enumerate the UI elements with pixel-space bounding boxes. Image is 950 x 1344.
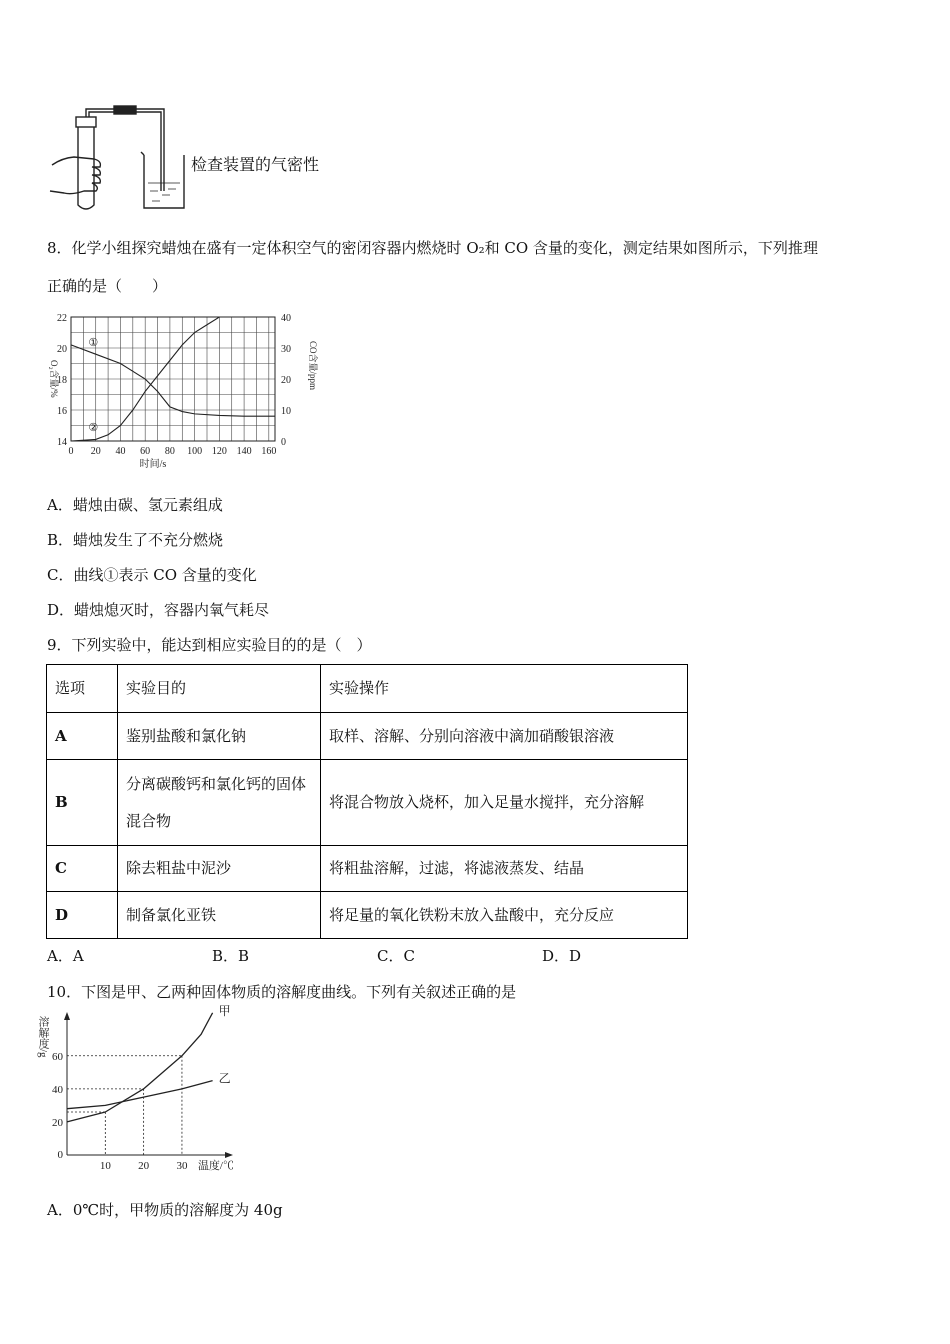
apparatus-drawing bbox=[44, 103, 194, 215]
y-right-tick-label: 40 bbox=[281, 313, 291, 324]
row-goal: 鉴别盐酸和氯化钠 bbox=[118, 713, 321, 760]
header-option: 选项 bbox=[47, 665, 118, 713]
y-tick-label: 60 bbox=[52, 1050, 63, 1063]
q9-table bbox=[46, 664, 688, 939]
row-operation: 将混合物放入烧杯，加入足量水搅拌，充分溶解 bbox=[321, 760, 688, 846]
y-left-axis-label: O₂含量/% bbox=[49, 360, 59, 398]
header-operation: 实验操作 bbox=[321, 665, 688, 713]
y-left-tick-label: 20 bbox=[57, 344, 67, 355]
q8-stem-line1: 8．化学小组探究蜡烛在盛有一定体积空气的密闭容器内燃烧时 O₂和 CO 含量的变化，测定结果如图所示，下列推理 bbox=[47, 239, 818, 257]
q8-stem-line2: 正确的是（ ） bbox=[47, 277, 168, 295]
y-right-tick-label: 30 bbox=[281, 344, 291, 355]
row-goal: 分离碳酸钙和氯化钙的固体混合物 bbox=[118, 760, 321, 846]
x-tick-label: 60 bbox=[140, 446, 151, 457]
q8-chart-svg bbox=[38, 305, 338, 480]
series-label-1: ① bbox=[88, 336, 99, 349]
row-operation: 将足量的氧化铁粉末放入盐酸中，充分反应 bbox=[321, 892, 688, 939]
x-tick-label: 40 bbox=[115, 446, 126, 457]
q10-chart-svg bbox=[37, 1003, 240, 1173]
q9-stem: 9．下列实验中，能达到相应实验目的的是（ ） bbox=[47, 636, 372, 654]
x-tick-label: 120 bbox=[211, 446, 227, 457]
series-line-1 bbox=[71, 345, 275, 416]
y-right-axis-label: CO含量/ppm bbox=[308, 341, 318, 391]
q10-stem: 10．下图是甲、乙两种固体物质的溶解度曲线。下列有关叙述正确的是 bbox=[47, 983, 517, 1001]
header-goal: 实验目的 bbox=[118, 665, 321, 713]
q9-choice-d[interactable]: D．D bbox=[542, 947, 582, 965]
series-line-甲 bbox=[67, 1013, 213, 1122]
x-axis-label: 温度/℃ bbox=[197, 1160, 235, 1172]
apparatus-caption: 检查装置的气密性 bbox=[191, 155, 320, 174]
row-operation: 将粗盐溶解，过滤，将滤液蒸发、结晶 bbox=[321, 846, 688, 892]
y-left-tick-label: 22 bbox=[57, 313, 67, 324]
row-goal: 除去粗盐中泥沙 bbox=[118, 846, 321, 892]
q8-chart bbox=[38, 305, 338, 480]
q9-choice-c[interactable]: C．C bbox=[377, 947, 415, 965]
row-key: A bbox=[47, 713, 118, 760]
series-label: 乙 bbox=[218, 1071, 231, 1086]
table-row bbox=[47, 760, 688, 846]
x-axis-label: 时间/s bbox=[139, 459, 167, 470]
y-axis-label: 溶解度/g bbox=[37, 1016, 49, 1058]
y-right-tick-label: 10 bbox=[281, 406, 291, 417]
q8-option-c[interactable]: C．曲线①表示 CO 含量的变化 bbox=[47, 566, 257, 584]
x-axis-arrow bbox=[225, 1152, 233, 1158]
y-tick-label: 0 bbox=[57, 1149, 63, 1161]
y-axis-arrow bbox=[64, 1012, 70, 1020]
x-tick-label: 140 bbox=[236, 446, 252, 457]
x-tick-label: 100 bbox=[187, 446, 203, 457]
x-tick-label: 0 bbox=[68, 446, 74, 457]
q8-option-a[interactable]: A．蜡烛由碳、氢元素组成 bbox=[47, 496, 223, 514]
airtightness-apparatus bbox=[44, 103, 194, 215]
q8-option-d[interactable]: D．蜡烛熄灭时，容器内氧气耗尽 bbox=[47, 601, 270, 619]
y-tick-label: 40 bbox=[52, 1083, 63, 1096]
q8-option-b[interactable]: B．蜡烛发生了不充分燃烧 bbox=[47, 531, 224, 549]
table-row bbox=[47, 892, 688, 939]
q10-option-a[interactable]: A．0℃时，甲物质的溶解度为 40g bbox=[47, 1201, 283, 1219]
row-key: D bbox=[47, 892, 118, 939]
x-tick-label: 160 bbox=[261, 446, 277, 457]
y-right-tick-label: 20 bbox=[281, 375, 291, 386]
x-tick-label: 30 bbox=[176, 1160, 188, 1172]
q9-choice-b[interactable]: B．B bbox=[212, 947, 250, 965]
y-left-tick-label: 18 bbox=[57, 375, 67, 386]
series-label-2: ② bbox=[88, 422, 99, 435]
series-label: 甲 bbox=[218, 1003, 231, 1018]
series-line-乙 bbox=[67, 1081, 213, 1109]
q9-choice-a[interactable]: A．A bbox=[47, 947, 84, 965]
x-tick-label: 20 bbox=[138, 1160, 150, 1172]
x-tick-label: 80 bbox=[164, 446, 175, 457]
table-row bbox=[47, 846, 688, 892]
y-left-tick-label: 16 bbox=[57, 406, 67, 417]
row-key: C bbox=[47, 846, 118, 892]
y-left-tick-label: 14 bbox=[57, 437, 67, 448]
x-tick-label: 20 bbox=[90, 446, 101, 457]
y-tick-label: 20 bbox=[52, 1116, 63, 1129]
y-right-tick-label: 0 bbox=[281, 437, 286, 448]
x-tick-label: 10 bbox=[99, 1160, 111, 1172]
row-goal: 制备氯化亚铁 bbox=[118, 892, 321, 939]
q10-chart bbox=[37, 1003, 240, 1173]
row-key: B bbox=[47, 760, 118, 846]
table-header-row bbox=[47, 665, 688, 713]
table-row bbox=[47, 713, 688, 760]
row-operation: 取样、溶解、分别向溶液中滴加硝酸银溶液 bbox=[321, 713, 688, 760]
